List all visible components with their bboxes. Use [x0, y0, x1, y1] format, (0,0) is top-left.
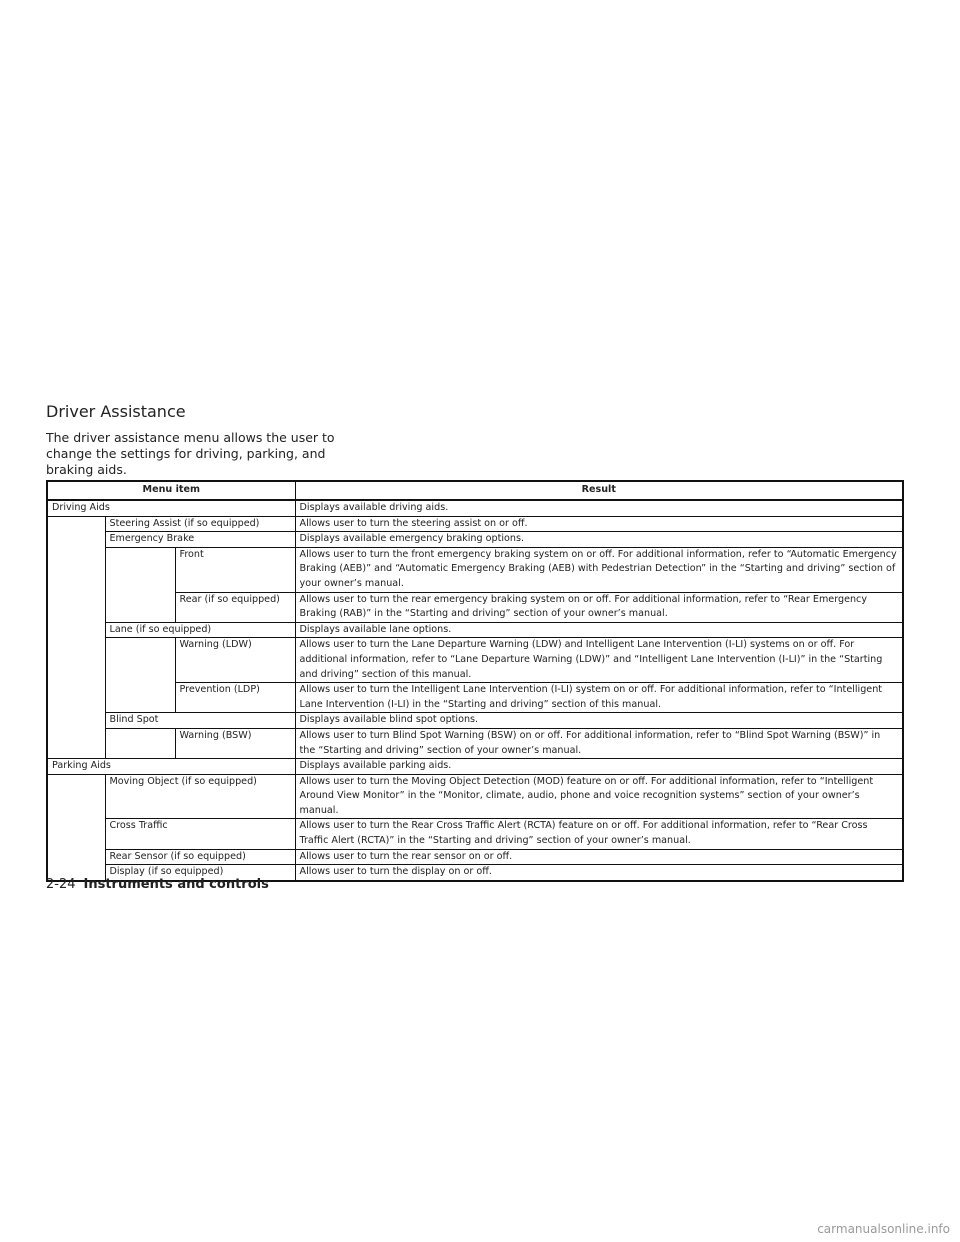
indent-cell	[47, 819, 105, 849]
menu-table	[46, 480, 904, 882]
indent-cell	[47, 547, 105, 592]
result-cell: Allows user to turn the steering assist on or off.	[295, 516, 903, 532]
menu-item-cell: Steering Assist (if so equipped)	[105, 516, 295, 532]
table-row	[47, 683, 903, 713]
menu-table-container	[46, 480, 904, 882]
result-cell: Displays available blind spot options.	[295, 713, 903, 729]
result-cell: Displays available emergency braking options.	[295, 532, 903, 548]
table-row	[47, 819, 903, 849]
result-cell: Allows user to turn the Moving Object Detection (MOD) feature on or off. For additional information, refer to “Intelligent Around View Monitor” in the “Monitor, climate, audio, phone and voice recognition systems” section of your owner’s manual.	[295, 774, 903, 819]
header-result: Result	[295, 481, 903, 500]
result-cell: Allows user to turn the rear sensor on or off.	[295, 849, 903, 865]
result-cell: Allows user to turn Blind Spot Warning (BSW) on or off. For additional information, refer to “Blind Spot Warning (BSW)” in the “Starting and driving” section of your owner’s manual.	[295, 728, 903, 758]
section-title: Driver Assistance	[46, 402, 186, 421]
menu-item-cell: Blind Spot	[105, 713, 295, 729]
menu-item-cell: Display (if so equipped)	[105, 865, 295, 881]
result-cell: Allows user to turn the Lane Departure Warning (LDW) and Intelligent Lane Intervention (I-LI) systems on or off. For additional information, refer to “Lane Departure Warning (LDW)” and “Intelligent Lane Intervention (I-LI)” in the “Starting and driving” section of this manual.	[295, 638, 903, 683]
menu-item-cell: Warning (BSW)	[175, 728, 295, 758]
result-cell: Allows user to turn the Intelligent Lane Intervention (I-LI) system on or off. For additional information, refer to “Intelligent Lane Intervention (I-LI) in the “Starting and driving” section of this manual.	[295, 683, 903, 713]
result-cell: Allows user to turn the Rear Cross Traffic Alert (RCTA) feature on or off. For additional information, refer to “Rear Cross Traffic Alert (RCTA)” in the “Starting and driving” section of your owner’s manual.	[295, 819, 903, 849]
indent-cell	[47, 516, 105, 532]
header-menu-item: Menu item	[47, 481, 295, 500]
result-cell: Displays available driving aids.	[295, 500, 903, 516]
indent-cell	[47, 592, 105, 622]
chapter-title: Instruments and controls	[83, 877, 269, 892]
result-cell: Allows user to turn the display on or off.	[295, 865, 903, 881]
table-row	[47, 532, 903, 548]
menu-item-cell: Cross Traffic	[105, 819, 295, 849]
indent-cell	[105, 638, 175, 683]
watermark: carmanualsonline.info	[817, 1222, 950, 1236]
menu-item-cell: Prevention (LDP)	[175, 683, 295, 713]
result-cell: Allows user to turn the front emergency braking system on or off. For additional information, refer to “Automatic Emergency Braking (AEB)” and “Automatic Emergency Braking (AEB) with Pedestrian Detection” in the “Starting and driving” section of your owner’s manual.	[295, 547, 903, 592]
indent-cell	[47, 638, 105, 683]
table-row	[47, 516, 903, 532]
indent-cell	[47, 713, 105, 729]
page-footer	[46, 877, 269, 892]
table-row	[47, 774, 903, 819]
menu-item-cell: Moving Object (if so equipped)	[105, 774, 295, 819]
table-body	[47, 500, 903, 881]
result-cell: Displays available lane options.	[295, 622, 903, 638]
indent-cell	[47, 849, 105, 865]
indent-cell	[47, 728, 105, 758]
menu-item-cell: Rear Sensor (if so equipped)	[105, 849, 295, 865]
indent-cell	[105, 592, 175, 622]
indent-cell	[105, 683, 175, 713]
section-intro: The driver assistance menu allows the user to change the settings for driving, parking, and braking aids.	[46, 430, 335, 477]
indent-cell	[47, 622, 105, 638]
table-row	[47, 728, 903, 758]
table-row	[47, 500, 903, 516]
page-number: 2-24	[46, 877, 76, 892]
menu-item-cell: Emergency Brake	[105, 532, 295, 548]
menu-item-cell: Lane (if so equipped)	[105, 622, 295, 638]
menu-item-cell: Warning (LDW)	[175, 638, 295, 683]
table-row	[47, 849, 903, 865]
menu-item-cell: Front	[175, 547, 295, 592]
menu-item-cell: Rear (if so equipped)	[175, 592, 295, 622]
table-row	[47, 592, 903, 622]
menu-item-cell: Driving Aids	[47, 500, 295, 516]
table-row	[47, 638, 903, 683]
result-cell: Displays available parking aids.	[295, 759, 903, 775]
table-header-row	[47, 481, 903, 500]
indent-cell	[105, 547, 175, 592]
table-row	[47, 713, 903, 729]
table-row	[47, 622, 903, 638]
indent-cell	[47, 532, 105, 548]
indent-cell	[47, 774, 105, 819]
table-row	[47, 547, 903, 592]
indent-cell	[105, 728, 175, 758]
result-cell: Allows user to turn the rear emergency braking system on or off. For additional information, refer to “Rear Emergency Braking (RAB)” in the “Starting and driving” section of your owner’s manual.	[295, 592, 903, 622]
menu-item-cell: Parking Aids	[47, 759, 295, 775]
table-row	[47, 759, 903, 775]
indent-cell	[47, 683, 105, 713]
